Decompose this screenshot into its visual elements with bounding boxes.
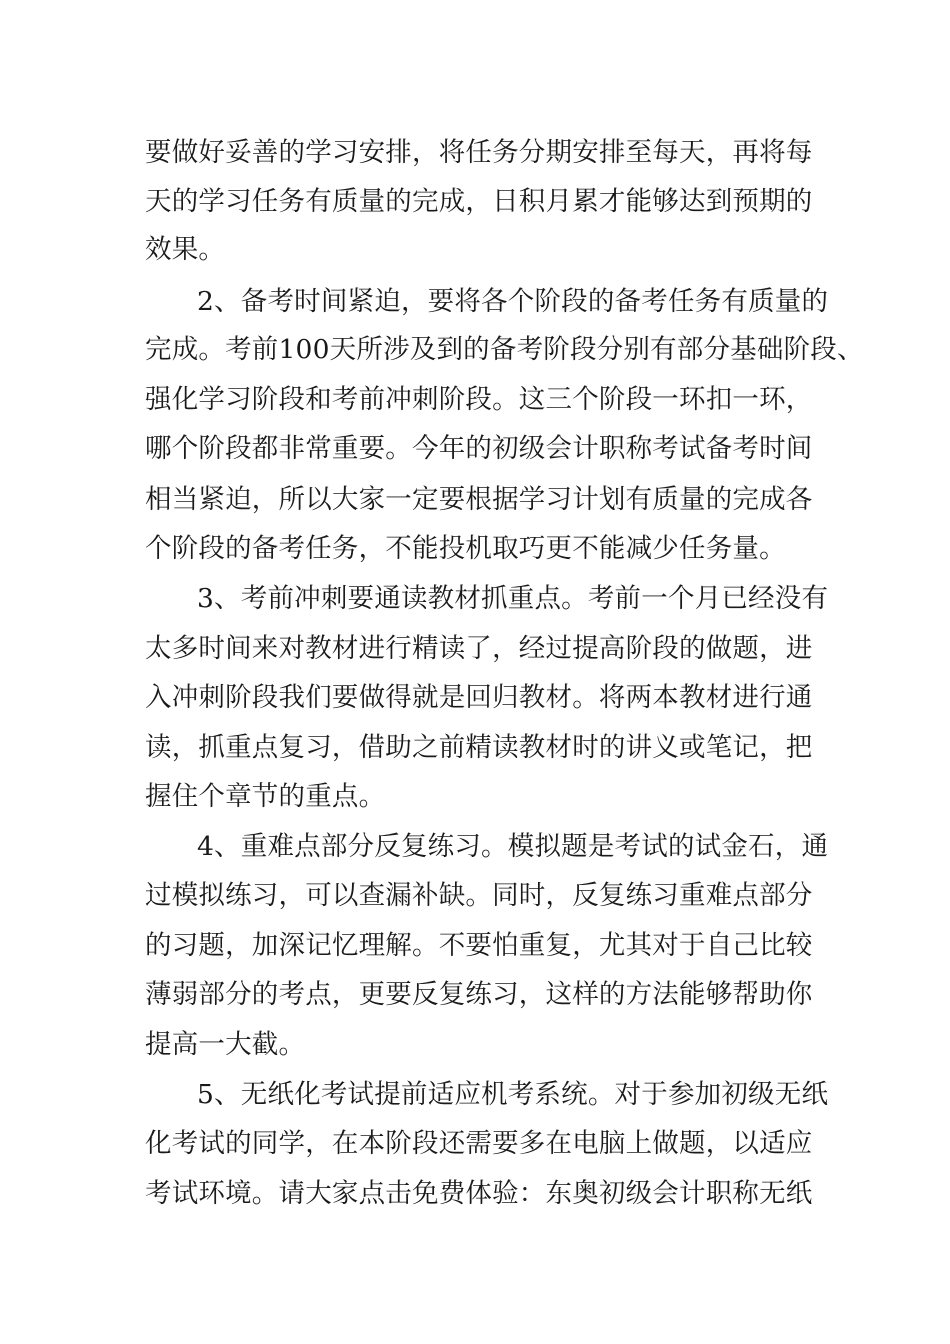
text-line: 的习题，加深记忆理解。不要怕重复，尤其对于自己比较: [145, 930, 813, 961]
text-line: 效果。: [145, 234, 226, 265]
text-line: 握住个章节的重点。: [145, 781, 386, 812]
text-line: 要做好妥善的学习安排，将任务分期安排至每天，再将每: [145, 137, 813, 168]
text-line: 化考试的同学，在本阶段还需要多在电脑上做题，以适应: [145, 1128, 813, 1159]
text-line: 过模拟练习，可以查漏补缺。同时，反复练习重难点部分: [145, 880, 813, 911]
paragraph-start-line: 5、无纸化考试提前适应机考系统。对于参加初级无纸: [197, 1079, 829, 1110]
text-line: 薄弱部分的考点，更要反复练习，这样的方法能够帮助你: [145, 979, 813, 1010]
text-line: 天的学习任务有质量的完成，日积月累才能够达到预期的: [145, 186, 813, 217]
text-line: 哪个阶段都非常重要。今年的初级会计职称考试备考时间: [145, 433, 813, 464]
paragraph-start-line: 4、重难点部分反复练习。模拟题是考试的试金石，通: [197, 831, 829, 862]
paragraph-start-line: 2、备考时间紧迫，要将各个阶段的备考任务有质量的: [197, 286, 829, 317]
text-line: 相当紧迫，所以大家一定要根据学习计划有质量的完成各: [145, 484, 813, 515]
text-line: 提高一大截。: [145, 1029, 306, 1060]
paragraph-start-line: 3、考前冲刺要通读教材抓重点。考前一个月已经没有: [197, 583, 829, 614]
text-line: 完成。考前100天所涉及到的备考阶段分别有部分基础阶段、: [145, 334, 864, 365]
text-line: 太多时间来对教材进行精读了，经过提高阶段的做题，进: [145, 633, 813, 664]
text-line: 入冲刺阶段我们要做得就是回归教材。将两本教材进行通: [145, 682, 813, 713]
text-line: 个阶段的备考任务，不能投机取巧更不能减少任务量。: [145, 533, 786, 564]
text-line: 强化学习阶段和考前冲刺阶段。这三个阶段一环扣一环，: [145, 384, 813, 415]
text-line: 读，抓重点复习，借助之前精读教材时的讲义或笔记，把: [145, 732, 813, 763]
text-line: 考试环境。请大家点击免费体验：东奥初级会计职称无纸: [145, 1178, 813, 1209]
